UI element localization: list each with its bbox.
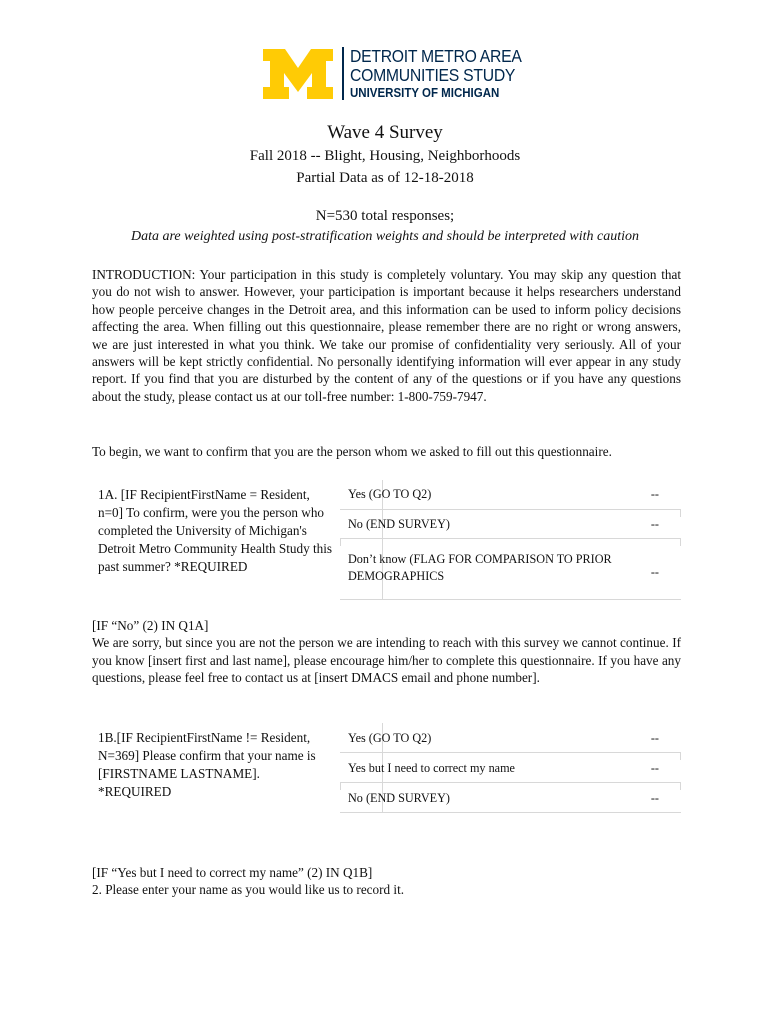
if-yes-condition: [IF “Yes but I need to correct my name” (2) IN Q1B]	[92, 865, 373, 880]
intro-paragraph	[92, 266, 681, 405]
question-1b-table	[92, 723, 681, 813]
option-row	[340, 753, 681, 783]
question-1a-table	[92, 480, 681, 600]
option-row	[340, 510, 681, 539]
begin-paragraph: To begin, we want to confirm that you are the person whom we asked to fill out this questionnaire.	[92, 444, 612, 459]
page-subtitle: Fall 2018 -- Blight, Housing, Neighborhoods	[249, 148, 521, 164]
option-label: Yes but I need to correct my name	[348, 761, 515, 775]
if-no-condition: [IF “No” (2) IN Q1A]	[92, 618, 209, 633]
if-yes-block	[92, 864, 681, 899]
intro-body: Your participation in this study is completely voluntary. You may skip any question that you do not wish to answer. However, your participation is important because it helps researchers understand how people perceive changes in the Detroit area, and this information can be used to inform policy decisions affecting the area. When filling out this questionnaire, please remember there are no right or wrong answers, we are just interested in what you think. We take our promise of confidentiality very seriously. All of your answers will be kept strictly confidential. No personally identifying information will ever appear in any study report. If you find that you are disturbed by the content of any of the questions or if you have any questions about the study, please contact us at our toll-free number: 1-800-759-7947.	[92, 267, 681, 404]
option-value: --	[650, 791, 659, 805]
option-row	[340, 723, 681, 753]
question-1b-text: 1B.[IF RecipientFirstName != Resident, N=369] Please confirm that your name is [FIRSTNAME LASTNAME]. *REQUIRED	[98, 730, 316, 799]
data-date: Partial Data as of 12-18-2018	[296, 170, 474, 186]
option-value: --	[650, 565, 659, 579]
option-label: Yes (GO TO Q2)	[348, 731, 432, 745]
page-title: Wave 4 Survey	[327, 122, 443, 143]
option-value: --	[650, 517, 659, 531]
option-value: --	[650, 731, 659, 745]
option-row	[340, 539, 681, 600]
response-count: N=530 total responses;	[315, 208, 455, 224]
option-label: Don’t know (FLAG FOR COMPARISON TO PRIOR DEMOGRAPHICS	[348, 552, 612, 583]
option-row	[340, 480, 681, 510]
option-label: No (END SURVEY)	[348, 791, 450, 805]
option-value: --	[650, 487, 659, 501]
if-no-body: We are sorry, but since you are not the person we are intending to reach with this survey we cannot continue. If you know [insert first and last name], please encourage him/her to complete this questionnaire. If you have any questions, please feel free to contact us at [insert DMACS email and phone number].	[92, 635, 681, 686]
weighting-caveat: Data are weighted using post-stratification weights and should be interpreted with caution	[131, 229, 639, 244]
dmacs-logo	[263, 46, 522, 103]
question-1a-text: 1A. [IF RecipientFirstName = Resident, n=0] To confirm, were you the person who completed the University of Michigan's Detroit Metro Community Health Study this past summer? *REQUIRED	[98, 487, 333, 574]
block-m-icon	[263, 49, 333, 99]
logo-line-1: DETROIT METRO AREA	[350, 46, 522, 66]
option-row	[340, 783, 681, 813]
if-no-block	[92, 617, 681, 687]
question-2-text: 2. Please enter your name as you would like us to record it.	[92, 882, 405, 898]
intro-lead: INTRODUCTION:	[92, 267, 196, 282]
logo-line-2: COMMUNITIES STUDY	[350, 65, 516, 85]
logo-line-3: UNIVERSITY OF MICHIGAN	[350, 86, 500, 100]
option-value: --	[650, 761, 659, 775]
option-label: No (END SURVEY)	[348, 517, 450, 531]
logo-divider	[342, 47, 344, 100]
option-label: Yes (GO TO Q2)	[348, 487, 432, 501]
